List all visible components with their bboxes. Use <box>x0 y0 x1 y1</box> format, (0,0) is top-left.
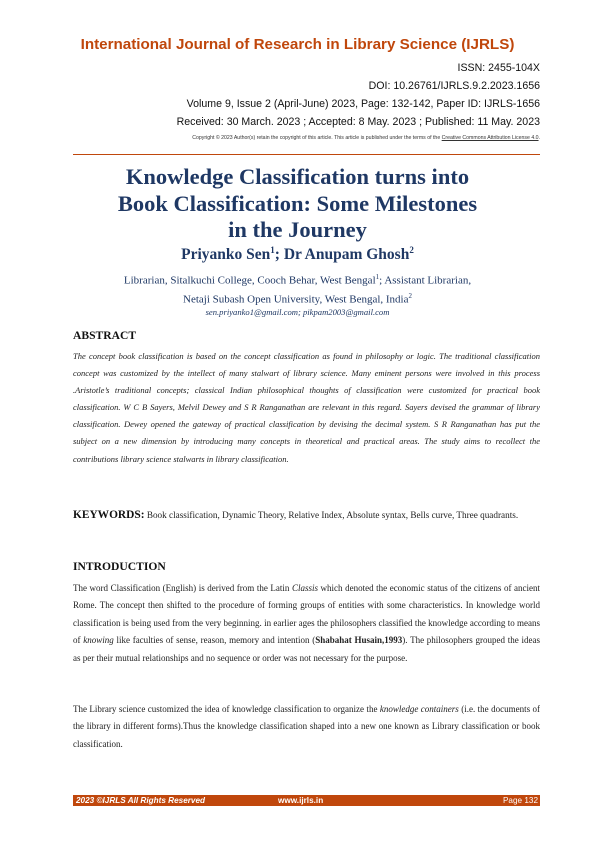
title-line: Knowledge Classification turns into <box>125 164 470 189</box>
header-divider <box>73 154 540 155</box>
author-name: Priyanko Sen <box>181 246 271 264</box>
author-separator: ; <box>274 246 284 264</box>
keywords <box>73 505 540 525</box>
emphasis-text: knowing <box>83 635 114 646</box>
affiliation-text: ; Assistant Librarian, <box>379 274 472 287</box>
article-title <box>0 164 595 244</box>
body-text: which denoted the economic status of the citizens of ancient Rome. The concept then shifted to the procedure of forming groups of entities with some characteristics. In knowledge world classification is being used from the very beginning. in earlier ages the philosophers classified the knowledge according to means of <box>73 583 540 646</box>
copyright-suffix: . <box>538 135 540 141</box>
author-affiliation-mark: 1 <box>270 245 275 255</box>
body-text: like faculties of sense, reason, memory and intention ( <box>113 635 316 646</box>
journal-name: International Journal of Research in Library Science (IJRLS) <box>80 36 515 53</box>
affiliations <box>0 270 595 307</box>
doi: DOI: 10.26761/IJRLS.9.2.2023.1656 <box>368 80 540 92</box>
affiliation-text: Netaji Subash Open University, West Bengal, India <box>183 293 409 306</box>
abstract-text: The concept book classification is based on the concept classification as found in philosophy or logic. The traditional classification concept was customized by the intellect of many stalwart of library science. Many eminent persons were involved in this process .Aristotle’s traditional concepts; classical Indian philosophical thoughts of classification were customized for practical book classification. W C B Sayers, Melvil Dewey and S R Ranganathan are relevant in this regard. Sayers devised the grammar of library classification. Dewey opened the gateway of practical classification by devising the decimal system. S R Ranganathan has put the subject on a new dimension by introducing many concepts in theoretical and practical areas. The study aims to recollect the contributions library science stalwarts in library classification. <box>73 351 540 464</box>
title-line: Book Classification: Some Milestones <box>117 190 478 216</box>
copyright-notice <box>192 135 540 141</box>
body-text: The word Classification (English) is derived from the Latin <box>73 583 292 593</box>
volume-info: Volume 9, Issue 2 (April-June) 2023, Page: 132-142, Paper ID: IJRLS-1656 <box>186 98 540 110</box>
affiliation-line <box>0 270 595 289</box>
introduction-paragraph <box>73 580 540 667</box>
publication-dates: Received: 30 March. 2023 ; Accepted: 8 May. 2023 ; Published: 11 May. 2023 <box>176 116 540 128</box>
body-text: (i.e. the documents of the library in different forms).Thus the knowledge classification shaped into a new one known as Library classification or book classification. <box>73 704 541 749</box>
author-affiliation-mark: 2 <box>409 245 414 255</box>
affiliation-text: Librarian, Sitalkuchi College, Cooch Behar, West Bengal <box>123 274 376 287</box>
footer-copyright: 2023 ©IJRLS All Rights Reserved <box>76 796 206 805</box>
affiliation-mark: 2 <box>408 291 412 300</box>
keywords-heading: KEYWORDS: <box>73 509 145 521</box>
introduction-paragraph <box>73 701 540 753</box>
author-name: Dr Anupam Ghosh <box>283 246 410 264</box>
license-link[interactable]: Creative Commons Attribution License 4.0 <box>441 135 539 141</box>
copyright-text: Copyright © 2023 Author(s) retain the copyright of this article. This article is published under the terms of the <box>192 135 442 141</box>
issn: ISSN: 2455-104X <box>457 62 540 74</box>
page-footer <box>73 795 540 806</box>
footer-page-number: Page 132 <box>502 796 538 805</box>
authors <box>0 245 595 264</box>
affiliation-mark: 1 <box>375 273 380 281</box>
emphasis-text: knowledge containers <box>379 704 459 714</box>
footer-website-link[interactable]: www.ijrls.in <box>278 796 324 805</box>
affiliation-line <box>0 289 595 308</box>
body-text: The Library science customized the idea of knowledge classification to organize the <box>73 704 380 714</box>
author-emails[interactable]: sen.priyanko1@gmail.com; pikpam2003@gmail.com <box>205 307 390 317</box>
abstract-heading: ABSTRACT <box>73 329 137 342</box>
title-line: in the Journey <box>228 217 367 242</box>
body-text: ). The philosophers grouped the ideas as per their mutual relationships and no sequence or order was not necessary for the purpose. <box>73 635 540 663</box>
emphasis-text: Classis <box>291 583 318 593</box>
keywords-text: Book classification, Dynamic Theory, Relative Index, Absolute syntax, Bells curve, Three quadrants. <box>144 510 519 520</box>
introduction-heading: INTRODUCTION <box>73 560 166 573</box>
citation: Shabahat Husain,1993 <box>315 635 403 646</box>
